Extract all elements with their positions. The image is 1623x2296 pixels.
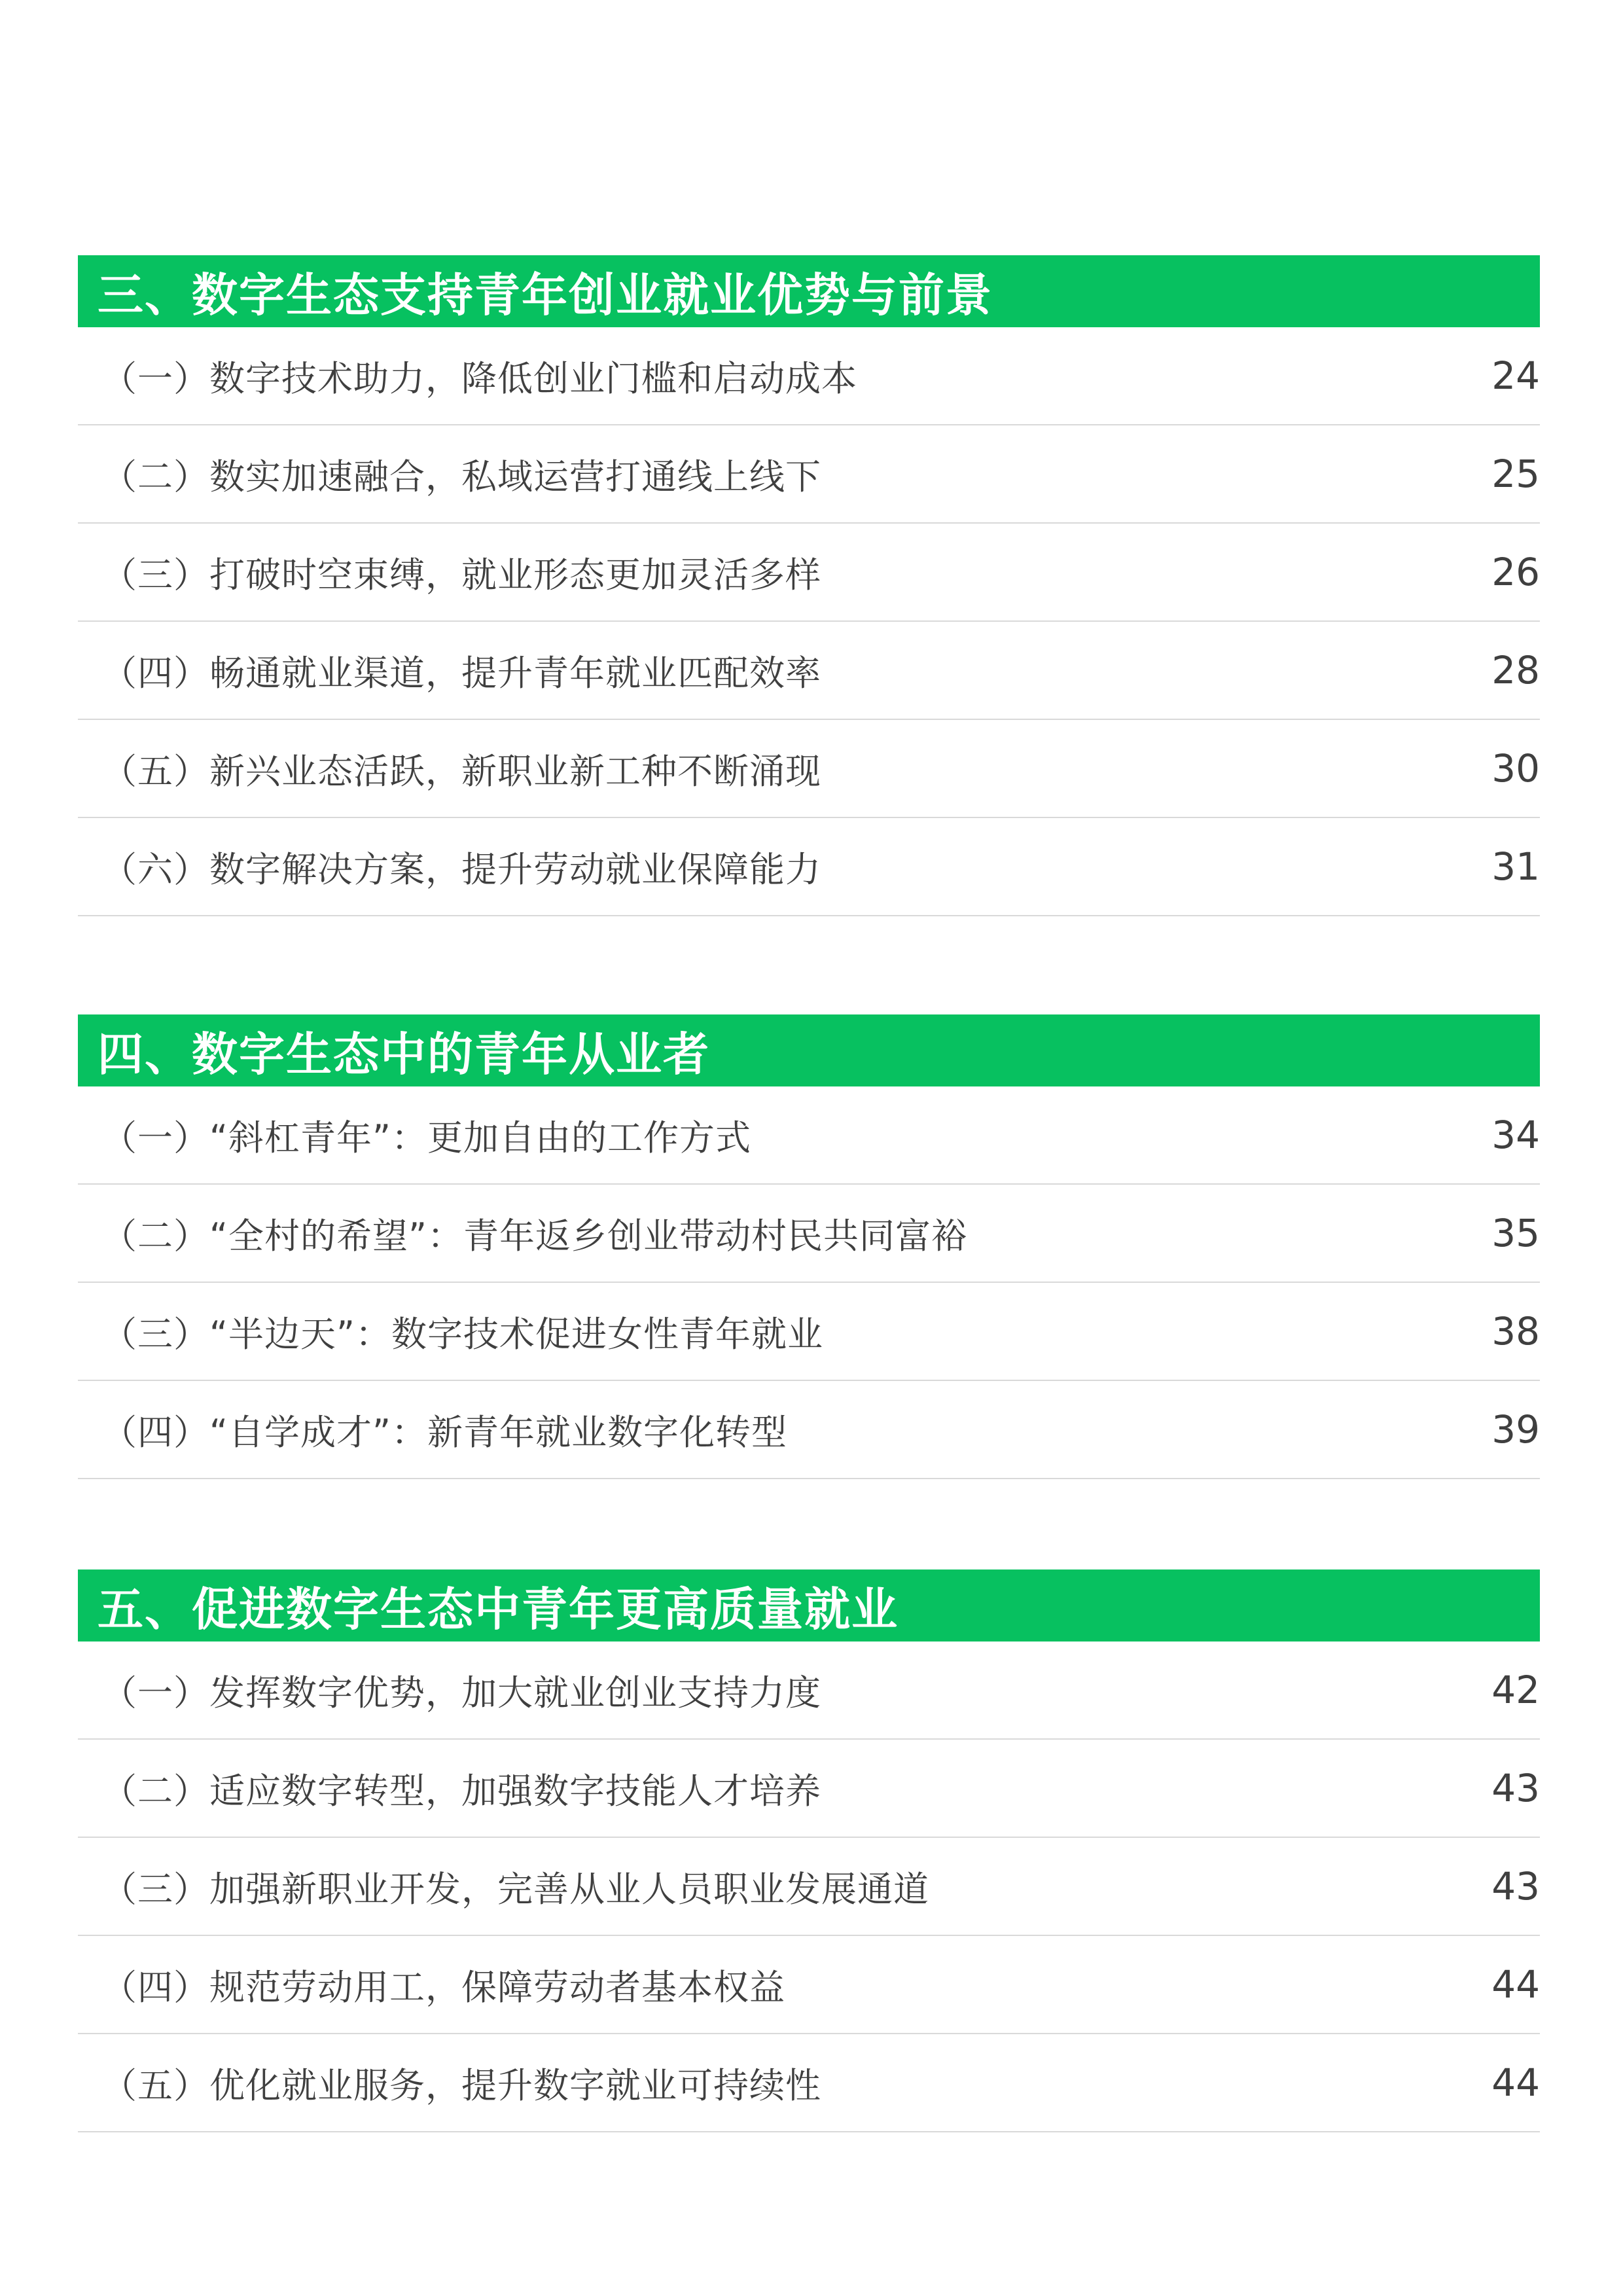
toc-entry[interactable] bbox=[78, 327, 1540, 425]
toc-entry[interactable] bbox=[78, 1185, 1540, 1283]
toc-entry[interactable] bbox=[78, 1936, 1540, 2034]
toc-entry[interactable] bbox=[78, 1086, 1540, 1185]
toc-entry-page-number: 31 bbox=[1491, 844, 1540, 889]
section-title: 三、数字生态支持青年创业就业优势与前景 bbox=[98, 268, 993, 322]
section-header bbox=[78, 255, 1540, 327]
toc-entry[interactable] bbox=[78, 1641, 1540, 1740]
toc-entry-title: （五）新兴业态活跃，新职业新工种不断涌现 bbox=[101, 750, 821, 792]
toc-entry[interactable] bbox=[78, 1740, 1540, 1838]
toc-entry-title: （三）“半边天”：数字技术促进女性青年就业 bbox=[101, 1313, 823, 1355]
toc-entry[interactable] bbox=[78, 1283, 1540, 1381]
toc-section-3 bbox=[78, 255, 1540, 916]
toc-entry-page-number: 39 bbox=[1491, 1407, 1540, 1452]
toc-entry-page-number: 43 bbox=[1491, 1766, 1540, 1810]
toc-entry-title: （六）数字解决方案，提升劳动就业保障能力 bbox=[101, 848, 821, 890]
section-header bbox=[78, 1014, 1540, 1086]
toc-entry-title: （一）数字技术助力，降低创业门槛和启动成本 bbox=[101, 357, 857, 399]
toc-entry-title: （三）加强新职业开发，完善从业人员职业发展通道 bbox=[101, 1868, 929, 1910]
toc-entry-page-number: 42 bbox=[1491, 1668, 1540, 1712]
toc-entry[interactable] bbox=[78, 720, 1540, 818]
toc-entry-title: （二）数实加速融合，私域运营打通线上线下 bbox=[101, 456, 821, 497]
toc-entry-page-number: 26 bbox=[1491, 550, 1540, 594]
toc-entry-page-number: 28 bbox=[1491, 648, 1540, 692]
toc-entry-title: （四）“自学成才”：新青年就业数字化转型 bbox=[101, 1411, 787, 1453]
toc-entry-title: （一）“斜杠青年”：更加自由的工作方式 bbox=[101, 1117, 751, 1158]
toc-entry-page-number: 25 bbox=[1491, 452, 1540, 496]
toc-entry-title: （二）适应数字转型，加强数字技能人才培养 bbox=[101, 1770, 821, 1812]
toc-entry-page-number: 43 bbox=[1491, 1864, 1540, 1909]
toc-entry[interactable] bbox=[78, 425, 1540, 524]
toc-entry-title: （二）“全村的希望”：青年返乡创业带动村民共同富裕 bbox=[101, 1215, 967, 1257]
toc-entry-page-number: 34 bbox=[1491, 1113, 1540, 1157]
toc-entry-title: （四）规范劳动用工，保障劳动者基本权益 bbox=[101, 1966, 785, 2008]
toc-entry-page-number: 24 bbox=[1491, 353, 1540, 398]
toc-entry[interactable] bbox=[78, 1381, 1540, 1479]
toc-entry-title: （一）发挥数字优势，加大就业创业支持力度 bbox=[101, 1672, 821, 1713]
toc-entry-title: （四）畅通就业渠道，提升青年就业匹配效率 bbox=[101, 652, 821, 694]
toc-entry-page-number: 30 bbox=[1491, 746, 1540, 791]
section-title: 五、促进数字生态中青年更高质量就业 bbox=[98, 1582, 899, 1636]
toc-section-4 bbox=[78, 1014, 1540, 1479]
toc-entry[interactable] bbox=[78, 524, 1540, 622]
toc-entry-page-number: 35 bbox=[1491, 1211, 1540, 1255]
toc-entry-title: （五）优化就业服务，提升数字就业可持续性 bbox=[101, 2064, 821, 2106]
toc-entry-page-number: 38 bbox=[1491, 1309, 1540, 1354]
section-title: 四、数字生态中的青年从业者 bbox=[98, 1027, 710, 1081]
section-header bbox=[78, 1570, 1540, 1641]
toc-entry-title: （三）打破时空束缚，就业形态更加灵活多样 bbox=[101, 554, 821, 596]
toc-entry[interactable] bbox=[78, 622, 1540, 720]
toc-entry-page-number: 44 bbox=[1491, 1962, 1540, 2007]
toc-entry[interactable] bbox=[78, 2034, 1540, 2132]
toc-entry[interactable] bbox=[78, 818, 1540, 916]
toc-entry[interactable] bbox=[78, 1838, 1540, 1936]
toc-entry-page-number: 44 bbox=[1491, 2060, 1540, 2105]
toc-section-5 bbox=[78, 1570, 1540, 2132]
